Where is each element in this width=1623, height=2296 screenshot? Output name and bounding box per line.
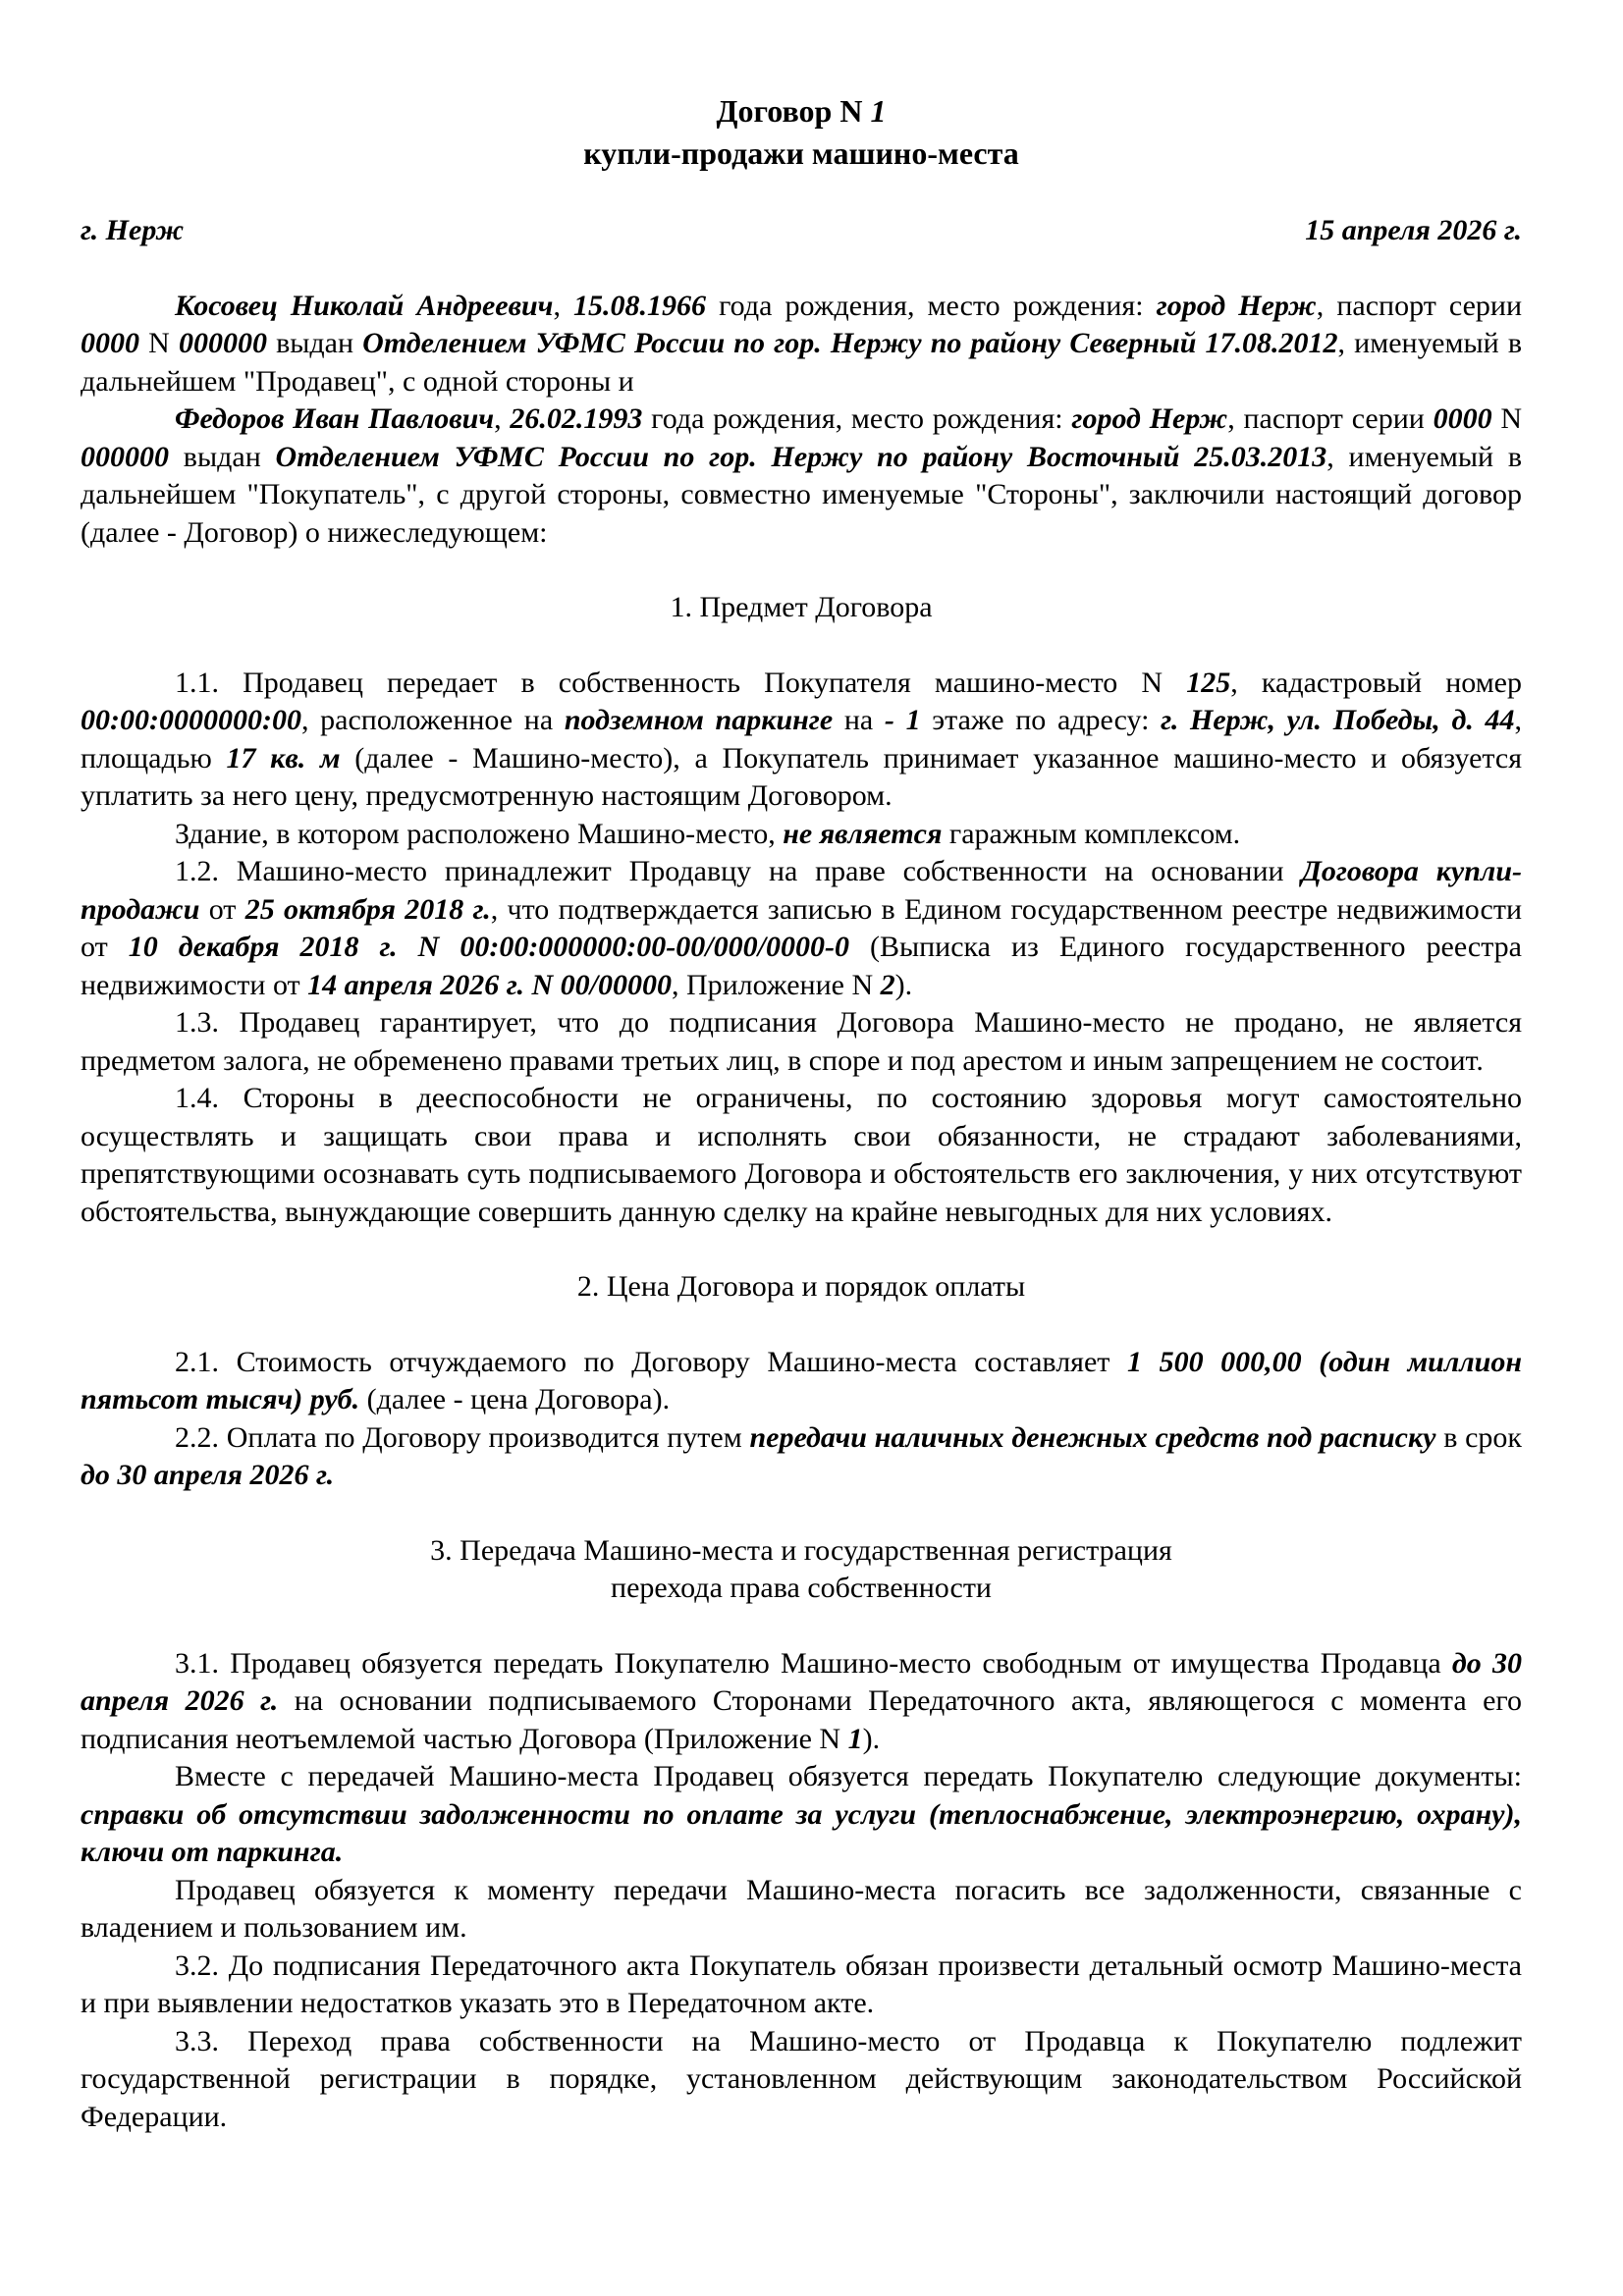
seller-paragraph: Косовец Николай Андреевич, 15.08.1966 года рождения, место рождения: город Нерж, паспорт серии 0000 N 000000 выдан Отделением УФМС России по гор. Нержу по району Северный 17.08.2012, именуемый в дальнейшем "Продавец", с одной стороны и bbox=[81, 289, 1522, 398]
text: 2.2. Оплата по Договору производится путем bbox=[175, 1420, 750, 1454]
cadastral-number: 00:00:0000000:00 bbox=[81, 704, 301, 736]
address: г. Нерж, ул. Победы, д. 44 bbox=[1161, 704, 1515, 736]
text: выдан bbox=[169, 440, 276, 473]
text: , Приложение N bbox=[671, 968, 881, 1001]
clause-1-1 bbox=[81, 665, 1522, 816]
buyer-issued-by: Отделением УФМС России по гор. Нержу по району Восточный bbox=[275, 440, 1180, 473]
contract-number: 1 bbox=[870, 93, 887, 129]
price: 1 500 000,00 (один миллион пятьсот тысяч) руб. bbox=[81, 1345, 1522, 1415]
clause-1-3: 1.3. Продавец гарантирует, что до подписания Договора Машино-место не продано, не является предметом залога, не обременено правами третьих лиц, в споре и под арестом и иным запрещением не состоит. bbox=[81, 1006, 1522, 1077]
text: , паспорт серии bbox=[1316, 289, 1522, 322]
ownership-basis: Договора купли-продажи bbox=[81, 855, 1523, 926]
text: N bbox=[139, 327, 179, 359]
text: Здание, в котором расположено Машино-место, bbox=[175, 817, 784, 850]
text bbox=[1179, 441, 1194, 473]
document-content bbox=[81, 90, 1522, 2136]
seller-passport-number: 000000 bbox=[178, 327, 267, 359]
area: 17 кв. м bbox=[226, 741, 341, 774]
building-status: не является bbox=[783, 817, 943, 850]
text: ). bbox=[862, 1722, 881, 1755]
building-paragraph bbox=[81, 816, 1522, 854]
document-subtitle: купли-продажи машино-места bbox=[583, 135, 1019, 171]
contract-date: 15 апреля 2026 г. bbox=[1305, 214, 1522, 246]
text: , паспорт серии bbox=[1227, 402, 1434, 435]
text: 2.1. Стоимость отчуждаемого по Договору Машино-места составляет bbox=[175, 1345, 1127, 1378]
clause-1-4: 1.4. Стороны в дееспособности не ограничены, по состоянию здоровья могут самостоятельно осуществлять и защищать свои права и исполнять свои обязанности, не страдают заболеваниями, препятствующими осознавать суть подписываемого Договора и обстоятельств его заключения, у них отсутствуют обстоятельства, вынуждающие совершить данную сделку на крайне невыгодных для них условиях. bbox=[81, 1082, 1522, 1228]
text: на основании подписываемого Сторонами Передаточного акта, являющегося с момента его подписания неотъемлемой частью Договора (Приложение N bbox=[81, 1684, 1522, 1755]
text: на bbox=[833, 704, 885, 736]
text: (далее - цена Договора). bbox=[359, 1383, 671, 1415]
text: гаражным комплексом. bbox=[942, 817, 1241, 850]
seller-birth-date: 15.08.1966 bbox=[573, 289, 707, 322]
text: 1.2. Машино-место принадлежит Продавцу на праве собственности на основании bbox=[175, 855, 1302, 887]
text: этаже по адресу: bbox=[920, 704, 1162, 736]
clause-1-2 bbox=[81, 853, 1522, 1004]
place-date-row bbox=[81, 212, 1522, 250]
clause-2-1 bbox=[81, 1344, 1522, 1419]
clause-3-3: 3.3. Переход права собственности на Машино-место от Продавца к Покупателю подлежит государственной регистрации в порядке, установленном действующим законодательством Российской Федерации. bbox=[81, 2024, 1522, 2133]
text: , площадью bbox=[81, 704, 1523, 774]
registry-extract: 14 апреля 2026 г. N 00/00000 bbox=[307, 968, 672, 1001]
text: ). bbox=[894, 968, 913, 1001]
seller-name: Косовец Николай Андреевич bbox=[175, 289, 554, 322]
text: 3.1. Продавец обязуется передать Покупателю Машино-место свободным от имущества Продавца bbox=[175, 1646, 1452, 1680]
text: (далее - Машино-место), а Покупатель принимает указанное машино-место и обязуется уплатить за него цену, предусмотренную настоящим Договором. bbox=[81, 741, 1523, 812]
clause-2-2 bbox=[81, 1419, 1522, 1495]
text: , именуемый в дальнейшем "Продавец", с одной стороны и bbox=[81, 327, 1522, 398]
transfer-appendix-number: 1 bbox=[847, 1722, 863, 1755]
text: выдан bbox=[266, 327, 363, 359]
buyer-birth-place: город Нерж bbox=[1071, 402, 1228, 435]
buyer-issue-date: 25.03.2013 bbox=[1194, 440, 1327, 473]
buyer-paragraph: Федоров Иван Павлович, 26.02.1993 года рождения, место рождения: город Нерж, паспорт серии 0000 N 000000 выдан Отделением УФМС России по гор. Нержу по району Восточный 25.03.2013, именуемый в дальнейшем "Покупатель", с другой стороны, совместно именуемые "Стороны", заключили настоящий договор (далее - Договор) о нижеследующем: bbox=[81, 402, 1523, 549]
text: , расположенное на bbox=[300, 704, 565, 736]
section-2-heading: 2. Цена Договора и порядок оплаты bbox=[576, 1270, 1026, 1303]
clause-3-2: 3.2. До подписания Передаточного акта Покупатель обязан произвести детальный осмотр Машино-места и при выявлении недостатков указать это в Передаточном акте. bbox=[81, 1949, 1522, 2019]
documents-list: справки об отсутствии задолженности по оплате за услуги (теплоснабжение, электроэнергию, охрану), ключи от паркинга. bbox=[81, 1797, 1522, 1868]
text: от bbox=[199, 892, 245, 926]
appendix-number: 2 bbox=[880, 968, 895, 1001]
payment-deadline: до 30 апреля 2026 г. bbox=[81, 1459, 335, 1491]
document-title bbox=[81, 90, 1522, 133]
text: N bbox=[1491, 402, 1523, 435]
text: Вместе с передачей Машино-места Продавец обязуется передать Покупателю следующие документы: bbox=[175, 1760, 1522, 1792]
location-type: подземном паркинге bbox=[564, 704, 834, 736]
payment-method: передачи наличных денежных средств под расписку bbox=[749, 1420, 1436, 1454]
floor: - 1 bbox=[884, 704, 921, 736]
seller-issue-date: 17.08.2012 bbox=[1205, 327, 1338, 359]
section-3-heading-line1: 3. Передача Машино-места и государственная регистрация bbox=[430, 1533, 1172, 1567]
registry-record: 10 декабря 2018 г. N 00:00:000000:00-00/000/0000-0 bbox=[128, 931, 849, 963]
text: , кадастровый номер bbox=[1230, 666, 1522, 699]
clause-3-1 bbox=[81, 1645, 1522, 1759]
section-1-heading: 1. Предмет Договора bbox=[670, 591, 933, 623]
buyer-birth-date: 26.02.1993 bbox=[510, 402, 643, 435]
text: 1.1. Продавец передает в собственность Покупателя машино-место N bbox=[175, 666, 1187, 699]
seller-issued-by: Отделением УФМС России по гор. Нержу по району Северный bbox=[362, 327, 1197, 359]
seller-birth-place: город Нерж bbox=[1156, 289, 1317, 322]
text: в срок bbox=[1435, 1420, 1523, 1454]
basis-date: 25 октября 2018 г. bbox=[244, 892, 491, 926]
city: г. Нерж bbox=[81, 214, 185, 246]
text: , именуемый в дальнейшем "Покупатель", с другой стороны, совместно именуемые "Стороны", заключили настоящий договор (далее - Договор) о нижеследующем: bbox=[81, 440, 1522, 549]
seller-passport-series: 0000 bbox=[81, 327, 139, 359]
text: (Выписка из Единого государственного реестра недвижимости от bbox=[81, 931, 1522, 1001]
title-prefix: Договор N bbox=[716, 93, 871, 129]
buyer-passport-series: 0000 bbox=[1433, 402, 1492, 435]
buyer-passport-number: 000000 bbox=[81, 440, 169, 473]
text bbox=[1196, 327, 1205, 359]
text: года рождения, место рождения: bbox=[706, 289, 1157, 322]
section-3-heading bbox=[81, 1532, 1522, 1608]
transfer-deadline: до 30 апреля 2026 г. bbox=[81, 1646, 1522, 1717]
text: года рождения, место рождения: bbox=[642, 402, 1072, 435]
buyer-name: Федоров Иван Павлович bbox=[175, 402, 495, 435]
section-3-heading-line2: перехода права собственности bbox=[611, 1572, 992, 1604]
spot-number: 125 bbox=[1186, 666, 1231, 699]
documents-paragraph bbox=[81, 1758, 1522, 1872]
debts-paragraph: Продавец обязуется к моменту передачи Машино-места погасить все задолженности, связанные с владением и пользованием им. bbox=[81, 1873, 1522, 1944]
text: , что подтверждается записью в Едином государственном реестре недвижимости от bbox=[81, 892, 1522, 963]
